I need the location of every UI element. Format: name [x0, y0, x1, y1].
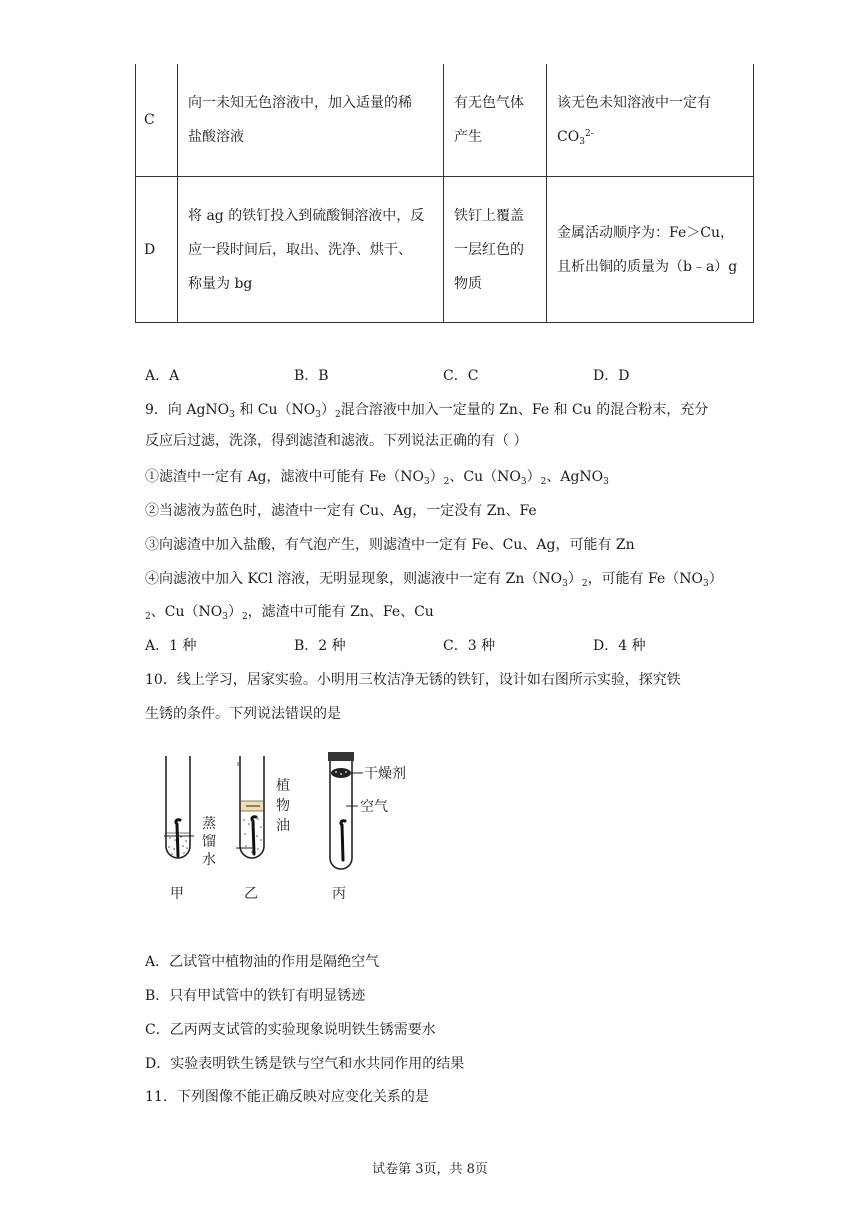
- label-water-3: 水: [202, 852, 216, 868]
- q9-statement-2: ②当滤液为蓝色时，滤渣中一定有 Cu、Ag，一定没有 Zn、Fe: [145, 503, 537, 519]
- label-tube-yi: 乙: [244, 886, 258, 902]
- label-oil-3: 油: [276, 818, 290, 834]
- label-water-1: 蒸: [202, 816, 216, 832]
- q9-stem-line2: 反应后过滤，洗涤，得到滤渣和滤液。下列说法正确的有（ ）: [145, 433, 528, 449]
- q9-statement-4-line2: $_2$、$Cu(NO_3)_2$，滤渣中可能有 Zn、Fe、Cu: [145, 604, 434, 622]
- q10-stem-line2: 生锈的条件。下列说法错误的是: [145, 706, 341, 722]
- phenomenon-cell: 有无色气体 产生: [444, 64, 547, 177]
- label-tube-jia: 甲: [170, 886, 184, 902]
- tube-jia: [166, 756, 190, 858]
- row-key: C: [136, 64, 178, 177]
- conclusion-cell: 该无色未知溶液中一定有 $CO_3^{2-}$: [547, 64, 754, 177]
- phenomenon-cell: 铁钉上覆盖 一层红色的 物质: [444, 177, 547, 323]
- label-oil-2: 物: [276, 798, 290, 814]
- option-a[interactable]: A．1 种: [145, 638, 197, 654]
- option-d[interactable]: D．4 种: [593, 638, 646, 654]
- test-tube-figure: [158, 748, 408, 908]
- q10-stem-line1: 10．线上学习，居家实验。小明用三枚洁净无锈的铁钉，设计如右图所示实验，探究铁: [145, 672, 681, 688]
- experiment-table: [135, 64, 754, 323]
- q9-stem-line1: 9．向 AgNO$_3$ 和 $Cu(NO_3)_2$混合溶液中加入一定量的 Zn、Fe 和 Cu 的混合粉末，充分: [145, 402, 709, 420]
- operation-cell: 将 ag 的铁钉投入到硫酸铜溶液中，反 应一段时间后，取出、洗净、烘干、 称量为 bg: [178, 177, 444, 323]
- label-air: 空气: [360, 799, 388, 815]
- row-key: D: [136, 177, 178, 323]
- q9-statement-3: ③向滤渣中加入盐酸，有气泡产生，则滤渣中一定有 Fe、Cu、Ag，可能有 Zn: [145, 537, 635, 553]
- q11-stem: 11．下列图像不能正确反映对应变化关系的是: [145, 1089, 429, 1105]
- label-oil-1: 植: [276, 778, 290, 794]
- option-c[interactable]: C．C: [443, 368, 479, 384]
- q10-option-a[interactable]: A．乙试管中植物油的作用是隔绝空气: [145, 954, 380, 970]
- tube-bing: [328, 752, 354, 869]
- option-c[interactable]: C．3 种: [443, 638, 496, 654]
- label-desiccant: 干燥剂: [364, 766, 406, 782]
- q9-statement-1: ①滤渣中一定有 Ag，滤液中可能有 $Fe(NO_3)_2$、$Cu(NO_3)_2$、AgNO$_3$: [145, 469, 609, 487]
- label-tube-bing: 丙: [332, 886, 346, 902]
- q8-options: [145, 364, 765, 388]
- page-footer: 试卷第 3页，共 8页: [372, 1162, 488, 1177]
- label-water-2: 馏: [202, 834, 216, 850]
- q9-options: [145, 634, 765, 658]
- q10-option-c[interactable]: C．乙丙两支试管的实验现象说明铁生锈需要水: [145, 1022, 436, 1038]
- table-row: [136, 64, 754, 177]
- q9-statement-4-line1: ④向滤液中加入 KCl 溶液，无明显现象，则滤液中一定有 $Zn(NO_3)_2$，可能有 $Fe(NO_3)$: [145, 571, 723, 589]
- option-a[interactable]: A．A: [145, 368, 180, 384]
- table-row: [136, 177, 754, 323]
- conclusion-cell: 金属活动顺序为：Fe＞Cu， 且析出铜的质量为（b﹣a）g: [547, 177, 754, 323]
- option-d[interactable]: D．D: [593, 368, 630, 384]
- option-b[interactable]: B．B: [294, 368, 329, 384]
- tube-yi: [238, 756, 264, 858]
- q10-option-d[interactable]: D．实验表明铁生锈是铁与空气和水共同作用的结果: [145, 1056, 465, 1072]
- operation-cell: 向一未知无色溶液中，加入适量的稀 盐酸溶液: [178, 64, 444, 177]
- option-b[interactable]: B．2 种: [294, 638, 346, 654]
- q10-option-b[interactable]: B．只有甲试管中的铁钉有明显锈迹: [145, 988, 366, 1004]
